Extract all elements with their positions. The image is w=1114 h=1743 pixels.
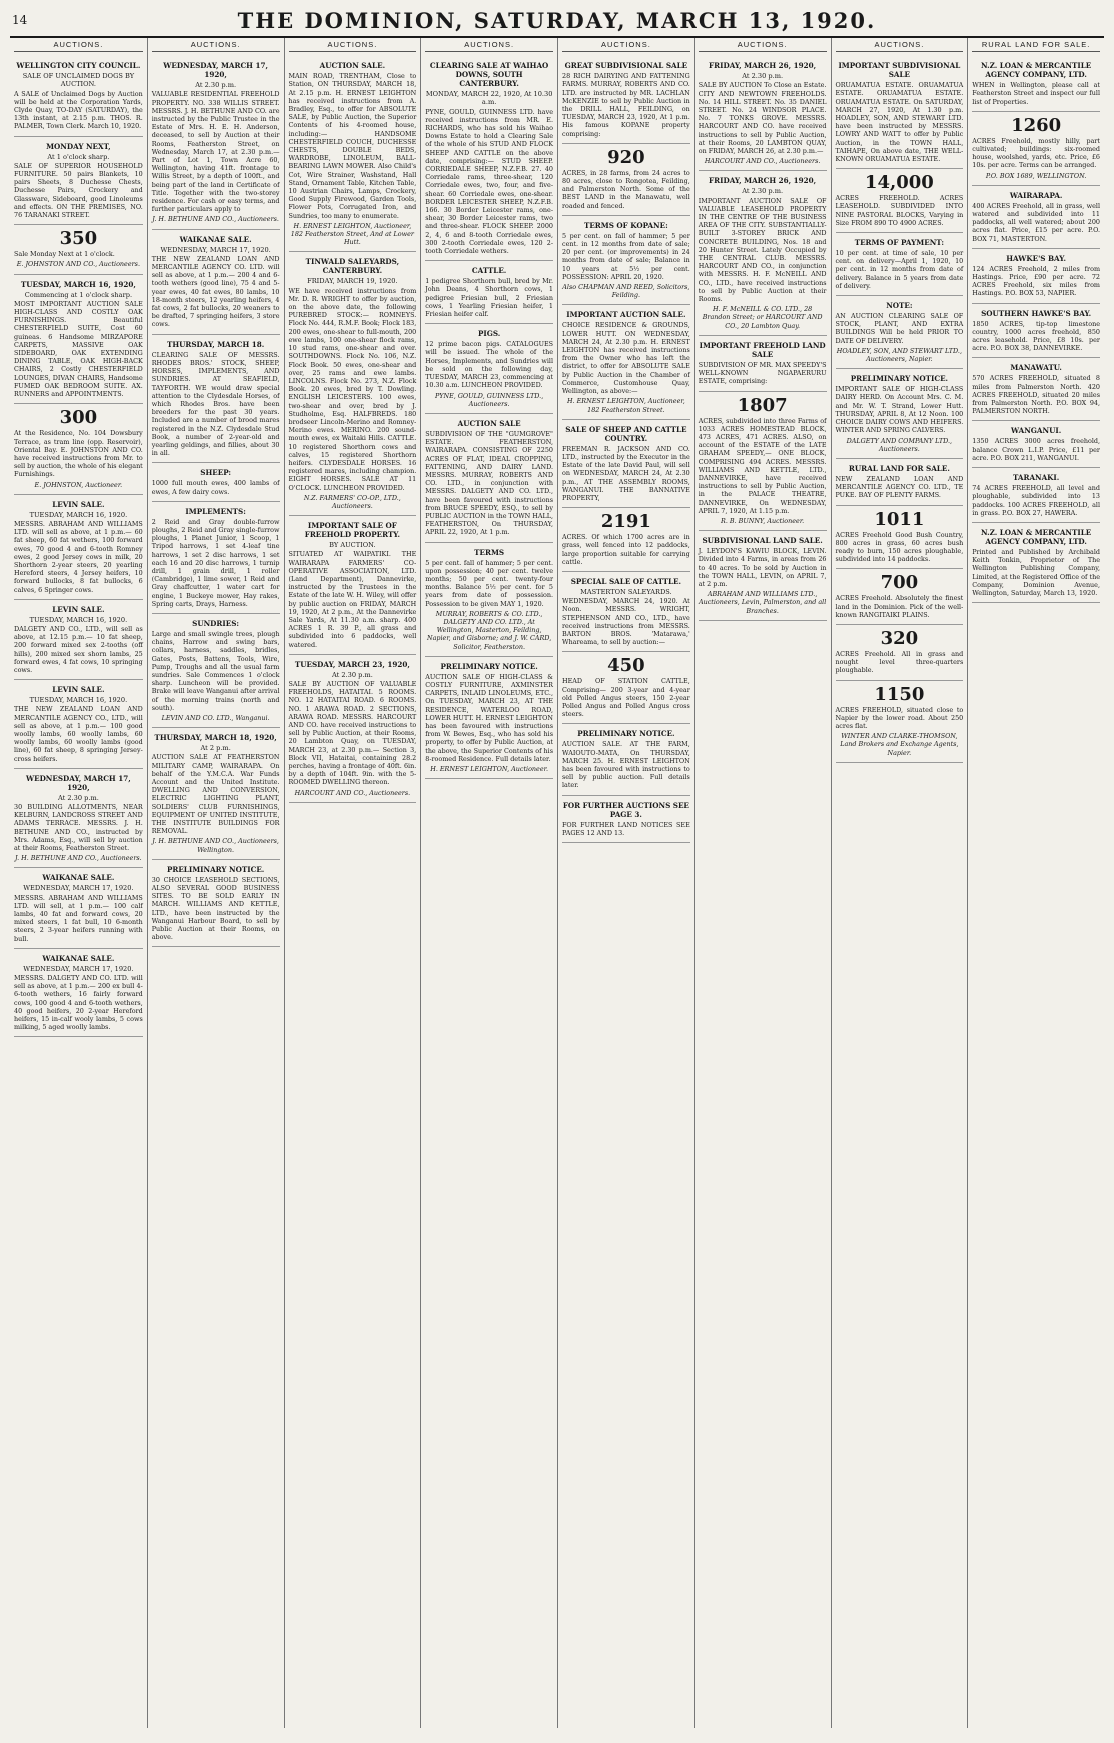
notice-body: MESSRS. DALGETY AND CO. LTD. will sell as above, at 1 p.m.— 200 ex bull 4-6-tooth wethers, 16 fairly forward cows, 100 good 4 and 6-tooth wethers, 40 good heifers, 20 2-year Hereford heifers, 15 in-calf wooly lambs, 5 cows milking, 5 aged woolly lambs. xyxy=(14,974,143,1032)
notice-body: 2 Reid and Gray double-furrow ploughs, 2 Reid and Gray single-furrow ploughs, 1 Planet Junior, 1 Scoop, 1 Tripod harrows, 1 set 4-leaf tine harrows, 1 set 2 disc harrows, 1 set each 16 and 20 disc harrows, 1 turnip drill, 1 grain drill, 1 roller (Cambridge), 1 lime sower, 1 Reid and Gray chaffcutter, 1 water cart for engine, 1 Buckeye mower, Hay rakes, Spring carts, Drays, Harness. xyxy=(151,517,280,608)
advertisement-notice xyxy=(972,56,1100,112)
notice-body: ACRES FREEHOLD, situated close to Napier by the lower road. About 250 acres flat. xyxy=(835,705,964,730)
notice-subheading: MASTERTON SALEYARDS. xyxy=(580,587,672,596)
advertisement-notice xyxy=(562,724,690,795)
advertisement-notice xyxy=(152,614,280,728)
column-heading: AUCTIONS. xyxy=(152,41,280,52)
advertisement-notice xyxy=(425,324,553,414)
notice-body: AUCTION SALE. AT THE FARM, WAIOUTO-MATA, On THURSDAY, MARCH 25. H. ERNEST LEIGHTON has been favoured with instructions to sell by public auction. Full details later. xyxy=(562,740,690,790)
notice-body: DALGETY AND CO., LTD., will sell as above, at 12.15 p.m.— 10 fat sheep, 200 forward mixed sex 2-tooths (off hills), 200 mixed sex shorn lambs, 25 forward ewes, 4 fat cows, 10 springing cows. xyxy=(14,624,143,674)
advertisement-notice xyxy=(562,305,690,419)
advertisement-notice xyxy=(699,336,827,392)
notice-body: WHEN in Wellington, please call at Featherston Street and inspect our full list of Properties. xyxy=(972,81,1100,106)
notice-subheading: WEDNESDAY, MARCH 17, 1920. xyxy=(23,884,134,893)
notice-heading: IMPORTANT AUCTION SALE. xyxy=(566,310,686,320)
notice-body: 28 RICH DAIRYING AND FATTENING FARMS. MURRAY, ROBERTS AND CO. LTD. are instructed by MR. LACHLAN McKENZIE to sell by Public Auction in the DRILL HALL, FEILDING, on TUESDAY, MARCH 23, 1920, At 1 p.m. His famous KOPANE property comprising: xyxy=(562,72,690,138)
advertisement-notice xyxy=(14,404,143,494)
page-number: 14 xyxy=(12,13,28,27)
advertisement-notice xyxy=(836,681,964,763)
notice-auctioneer: ABRAHAM AND WILLIAMS LTD., Auctioneers, Levin, Palmerston, and all Branches. xyxy=(698,590,827,615)
notice-auctioneer: LEVIN AND CO. LTD., Wanganui. xyxy=(161,714,270,722)
notice-body: SITUATED AT WAIPATIKI. THE WAIRARAPA FARMERS' CO-OPERATIVE ASSOCIATION, LTD. (Land Department), Dannevirke, instructed by the Trustees in the Estate of the late W. H. Wiley, will offer by public auction on FRIDAY, MARCH 19, 1920, At 2 p.m., At the Dannevirke Sale Yards, At 11.30 a.m. sharp. 400 ACRES 1 R. 39 P., all grass and subdivided into 6 paddocks, well watered. xyxy=(288,550,417,649)
notice-heading: THURSDAY, MARCH 18. xyxy=(166,339,265,349)
notice-body: ACRES Freehold. All in grass and nought level three-quarters ploughable. xyxy=(835,649,964,675)
notice-heading: PRELIMINARY NOTICE. xyxy=(577,729,675,739)
columns-container xyxy=(10,38,1104,1728)
notice-auctioneer: E. JOHNSTON, Auctioneer. xyxy=(34,480,123,489)
notice-heading: THURSDAY, MARCH 18, 1920, xyxy=(154,733,277,743)
notice-auctioneer: HARCOURT AND CO., Auctioneers. xyxy=(704,157,821,166)
advertisement-notice xyxy=(152,56,280,229)
notice-body: ACRES. Of which 1700 acres are in grass, well fenced into 12 paddocks, large proportion suitable for carrying cattle. xyxy=(562,533,690,566)
advertisement-notice xyxy=(836,569,964,625)
notice-body: 124 ACRES Freehold, 2 miles from Hastings. Price, £90 per acre. 72 ACRES Freehold, six miles from Hastings. P.O. BOX 53, NAPIER. xyxy=(972,264,1100,298)
advertisement-notice xyxy=(14,600,143,680)
advertisement-notice xyxy=(425,414,553,543)
notice-heading: AUCTION SALE xyxy=(457,418,521,428)
notice-body: 30 BUILDING ALLOTMENTS, NEAR KELBURN, LANDCROSS STREET AND ADAMS TERRACE. MESSRS. J. H. BETHUNE AND CO., instructed by Mrs. Adams, Esq., will sell by auction at their Rooms, Featherston Street. xyxy=(14,803,143,853)
notice-heading: WELLINGTON CITY COUNCIL. xyxy=(16,61,141,71)
notice-subheading: BY AUCTION. xyxy=(329,541,376,550)
notice-heading: TERMS xyxy=(474,547,505,557)
notice-body: PYNE, GOULD, GUINNESS LTD. have received instructions from MR. E. RICHARDS, who has sold his Waihao Downs Estate to hold a Clearing Sale of the whole of his STUD AND FLOCK SHEEP AND CATTLE on the above date, comprising:— STUD SHEEP. CORRIEDALE SHEEP, N.Z.F.B. 27. 40 Corriedale rams, three-shear, 120 Corriedale ewes, two, four, and five-shear. 60 Corriedale ewes, one-shear. BORDER LEICESTER SHEEP, N.Z.F.B. 166. 30 Border Leicester rams, one-shear, 30 Border Leicester rams, two and three-shear. FLOCK SHEEP. 2000 2, 4, 6 and 8-tooth Corriedale ewes, 300 2-tooth Corriedale ewes, 120 2-tooth Corriedale wethers. xyxy=(425,107,553,256)
column-8 xyxy=(967,38,1104,1728)
notice-body: IMPORTANT SALE OF HIGH-CLASS DAIRY HERD. On Account Mrs. C. M. and Mr. W. T. Strand, Lower Hutt. THURSDAY, APRIL 8, At 12 Noon. 100 CHOICE DAIRY COWS AND HEIFERS. WINTER AND SPRING CALVERS. xyxy=(835,385,964,435)
column-1 xyxy=(10,38,147,1728)
advertisement-notice xyxy=(14,769,143,869)
column-heading: AUCTIONS. xyxy=(699,41,827,52)
column-heading: AUCTIONS. xyxy=(836,41,964,52)
notice-body: J. LEYDON'S KAWIU BLOCK, LEVIN. Divided into 4 Farms, in areas from 26 to 40 acres. To be sold by Auction in the TOWN HALL, LEVIN, on APRIL 7, at 2 p.m. xyxy=(698,547,827,588)
notice-body: ACRES Freehold. Absolutely the finest land in the Dominion. Pick of the well-known RANGITAIKI PLAINS. xyxy=(835,594,964,619)
masthead xyxy=(10,4,1104,38)
notice-heading: PRELIMINARY NOTICE. xyxy=(440,661,538,671)
notice-body: NEW ZEALAND LOAN AND MERCANTILE AGENCY CO. LTD., TE PUKE. BAY OF PLENTY FARMS. xyxy=(835,474,964,500)
notice-body: 30 CHOICE LEASEHOLD SECTIONS, ALSO SEVERAL GOOD BUSINESS SITES. TO BE SOLD EARLY IN MARCH. WILLIAMS AND KETTLE, LTD., have been instructed by the Wanganui Harbour Board, to sell by Public Auction at their Rooms, on above. xyxy=(151,875,280,942)
advertisement-notice xyxy=(289,56,417,252)
notice-heading: AUCTION SALE. xyxy=(319,61,386,71)
notice-heading: IMPLEMENTS: xyxy=(185,506,246,516)
notice-body: ACRES, in 28 farms, from 24 acres to 80 acres, close to Rongotea, Feilding, and Palmerston North. Some of the BEST LAND in the Manawatu, well roaded and fenced. xyxy=(562,168,690,210)
notice-auctioneer: J. H. BETHUNE AND CO., Auctioneers. xyxy=(15,854,142,863)
advertisement-notice xyxy=(836,459,964,506)
notice-body: 5 per cent. on fall of hammer; 5 per cent. in 12 months from date of sale; 20 per cent. (or improvements) in 24 months from date of sale; Balance in 10 years at 5½ per cent. POSSESSION: APRIL 20, 1920. xyxy=(562,231,690,281)
notice-heading: SPECIAL SALE OF CATTLE. xyxy=(570,576,682,586)
notice-body: IMPORTANT AUCTION SALE OF VALUABLE LEASEHOLD PROPERTY IN THE CENTRE OF THE BUSINESS AREA OF THE CITY. SUBSTANTIALLY-BUILT 3-STOREY BRICK AND CONCRETE BUILDING, Nos. 18 and 20 Hunter Street. Lately Occupied by THE CENTRAL CLUB. MESSRS. HARCOURT AND CO., in conjunction with MESSRS. H. F. McNEILL AND CO., LTD., have received instructions to sell by Public Auction at their Rooms. xyxy=(698,196,827,304)
notice-auctioneer: HARCOURT AND CO., Auctioneers. xyxy=(294,788,411,797)
notice-body: ACRES Freehold, mostly hilly, part cultivated; buildings: six-roomed house, woolshed, yards, etc. Price, £6 10s. per acre. Terms can be arranged. xyxy=(972,136,1100,170)
notice-figure: 1150 xyxy=(874,683,925,705)
notice-body: 74 ACRES FREEHOLD, all level and ploughable, subdivided into 13 paddocks. 100 ACRES FREEHOLD, all in grass. P.O. BOX 27, HAWERA. xyxy=(972,484,1100,517)
advertisement-notice xyxy=(972,358,1100,421)
advertisement-notice xyxy=(425,261,553,324)
notice-auctioneer: MURRAY, ROBERTS & CO. LTD., DALGETY AND CO. LTD., At Wellington, Masterton, Feilding, Napier, and Gisborne; and J. W. CARD, Solicitor, Featherston. xyxy=(427,609,552,651)
notice-heading: SUNDRIES: xyxy=(192,618,240,628)
notice-heading: N.Z. LOAN & MERCANTILE AGENCY COMPANY, LTD. xyxy=(981,527,1092,546)
notice-body: WEDNESDAY, MARCH 24, 1920. At Noon. MESSRS. WRIGHT, STEPHENSON AND CO., LTD., have received instructions from MESSRS. BARTON BROS. 'Matarawa,' Whareama, to sell by auction:— xyxy=(562,597,690,647)
notice-heading: HAWKE'S BAY. xyxy=(1006,253,1066,263)
advertisement-notice xyxy=(562,652,690,724)
notice-heading: PIGS. xyxy=(477,329,501,339)
advertisement-notice xyxy=(562,796,690,843)
notice-figure: 1807 xyxy=(737,394,788,416)
notice-auctioneer: J. H. BETHUNE AND CO., Auctioneers. xyxy=(152,215,279,224)
advertisement-notice xyxy=(14,495,143,600)
notice-heading: WEDNESDAY, MARCH 17, 1920, xyxy=(163,61,268,80)
notice-auctioneer: N.Z. FARMERS' CO-OP., LTD., Auctioneers. xyxy=(303,493,401,510)
notice-body: 1350 ACRES 3000 acres freehold, balance Crown L.I.P. Price, £11 per acre. P.O. BOX 211, WANGANUI. xyxy=(972,437,1100,462)
advertisement-notice xyxy=(152,728,280,860)
notice-body: ACRES, subdivided into three Farms of 1033 ACRES HOMESTEAD BLOCK, 473 ACRES, 471 ACRES. ALSO, on account of the ESTATE of the LATE GRAHAM SPEEDY,— ONE BLOCK, COMPRISING 494 ACRES. MESSRS. WILLIAMS AND KETTLE, LTD., DANNEVIRKE, have received instructions to sell by Public Auction, in the PALACE THEATRE, DANNEVIRKE, On WEDNESDAY, APRIL 7, 1920, At 1.15 p.m. xyxy=(698,416,827,515)
notice-body: FREEMAN R. JACKSON AND CO. LTD., instructed by the Executor in the Estate of the late David Paul, will sell on WEDNESDAY, MARCH 24, At 2.30 p.m., AT THE ASSEMBLY ROOMS, WANGANUI. THE BANNATIVE PROPERTY, xyxy=(562,444,690,502)
notice-heading: SHEEP: xyxy=(200,468,231,478)
notice-auctioneer: J. H. BETHUNE AND CO., Auctioneers, Wellington. xyxy=(152,837,279,854)
notice-heading: N.Z. LOAN & MERCANTILE AGENCY COMPANY, LTD. xyxy=(981,61,1092,80)
notice-figure: 320 xyxy=(880,627,919,649)
column-4 xyxy=(420,38,557,1728)
advertisement-notice xyxy=(152,230,280,335)
notice-body: HEAD OF STATION CATTLE, Comprising— 200 3-year and 4-year old Polled Angus steers, 150 2-year Polled Angus and Polled Angus cross steers. xyxy=(562,677,690,719)
advertisement-notice xyxy=(836,369,964,459)
notice-heading: LEVIN SALE. xyxy=(52,685,105,695)
notice-body: VALUABLE RESIDENTIAL FREEHOLD PROPERTY. NO. 338 WILLIS STREET. MESSRS. J. H. BETHUNE AND CO. are instructed by the Public Trustee in the Estate of Mrs. H. E. H. Anderson, deceased, to sell by Auction at their Rooms, Featherston Street, on Wednesday, March 17, at 2.30 p.m.— Part of Lot 1, Town Acre 60, Wellington, having 41ft. frontage to Willis Street, by a depth of 100ft., and being part of the land in Certificate of Title. Together with the two-storey residence. For cash or easy terms, and further particulars apply to xyxy=(151,90,280,214)
notice-subheading: WEDNESDAY, MARCH 17, 1920. xyxy=(160,245,271,254)
notice-subheading: Commencing at 1 o'clock sharp. xyxy=(24,290,133,299)
notice-figure: 2191 xyxy=(600,511,651,533)
advertisement-notice xyxy=(152,502,280,614)
notice-subheading: At 2.30 p.m. xyxy=(195,81,237,90)
advertisement-notice xyxy=(699,531,827,621)
notice-body: A SALE of Unclaimed Dogs by Auction will be held at the Corporation Yards, Clyde Quay, TO-DAY (SATURDAY), the 13th instant, at 2.15 p.m. THOS. R. PALMER, Town Clerk. March 10, 1920. xyxy=(14,89,143,131)
notice-body: 1000 full mouth ewes, 400 lambs of ewes, A few dairy cows. xyxy=(151,479,280,496)
notice-subheading: At 2.30 p.m. xyxy=(57,793,99,802)
notice-figure: 450 xyxy=(607,655,645,677)
advertisement-notice xyxy=(14,949,143,1038)
advertisement-notice xyxy=(425,657,553,779)
advertisement-notice xyxy=(972,523,1100,603)
notice-auctioneer: PYNE, GOULD, GUINNESS LTD., Auctioneers. xyxy=(434,391,544,408)
notice-body: AUCTION SALE OF HIGH-CLASS & COSTLY FURNITURE, AXMINSTER CARPETS, INLAID LINOLEUMS, ETC., On TUESDAY, MARCH 23, AT THE RESIDENCE, WATERLOO ROAD, LOWER HUTT. H. ERNEST LEIGHTON has been favoured with instructions from W. Bewes, Esq., who has sold his property, to offer by Public Auction, at the above, the Superior Contents of his 8-roomed Residence. Full details later. xyxy=(425,672,553,763)
advertisement-notice xyxy=(699,56,827,171)
column-heading: AUCTIONS. xyxy=(289,41,417,52)
advertisement-notice xyxy=(152,860,280,948)
column-3 xyxy=(284,38,421,1728)
notice-auctioneer: Also CHAPMAN AND REED, Solicitors, Feilding. xyxy=(562,283,690,300)
column-heading: AUCTIONS. xyxy=(562,41,690,52)
notice-heading: IMPORTANT SALE OF FREEHOLD PROPERTY. xyxy=(304,521,401,540)
notice-heading: SOUTHERN HAWKE'S BAY. xyxy=(981,308,1092,318)
notice-figure: 1011 xyxy=(874,508,925,530)
advertisement-notice xyxy=(699,171,827,335)
notice-subheading: FRIDAY, MARCH 19, 1920. xyxy=(307,277,398,286)
notice-heading: TINWALD SALEYARDS, CANTERBURY. xyxy=(305,257,400,276)
notice-body: 400 ACRES Freehold, all in grass, well watered and subdivided into 11 paddocks, all well watered; about 200 acres flat. Price, £15 per acre. P.O. BOX 71, MASTERTON. xyxy=(972,201,1100,243)
notice-heading: LEVIN SALE. xyxy=(52,499,105,509)
notice-subheading: At 2.30 p.m. xyxy=(331,670,373,679)
notice-body: 10 per cent. at time of sale, 10 per cent. on delivery—April 1, 1920, 10 per cent. in 12 months from date of delivery. Balance in 5 years from date of delivery. xyxy=(835,249,964,290)
advertisement-notice xyxy=(562,56,690,144)
notice-subheading: TUESDAY, MARCH 16, 1920. xyxy=(29,615,128,624)
notice-heading: CATTLE. xyxy=(471,266,507,276)
notice-figure: 14,000 xyxy=(864,172,934,194)
notice-heading: PRELIMINARY NOTICE. xyxy=(850,374,949,384)
notice-body: At the Residence, No. 104 Dowsbury Terrace, as tram line (opp. Reservoir), Oriental Bay. E. JOHNSTON AND CO. have received instructions from Mr. to sell by auction, the whole of his elegant Furnishings. xyxy=(14,429,143,479)
notice-body: ACRES Freehold Good Bush Country, 800 acres in grass, 60 acres bush ready to burn, 150 acres ploughable, subdivided into 14 paddocks. xyxy=(835,530,964,564)
notice-body: Large and small swingle trees, plough chains, Harrow and swing bars, collars, harness, saddles, bridles, Gates, Posts, Battens, Tools, Wire, Pump, Troughs and all the usual farm sundries. Sale Commences 1 o'clock sharp. Luncheon will be provided. Brake will leave Wanganui after arrival of the morning trains (north and south). xyxy=(151,629,280,712)
advertisement-notice xyxy=(972,186,1100,249)
notice-heading: WAIRARAPA. xyxy=(1009,190,1063,200)
notice-figure: 350 xyxy=(59,228,98,250)
column-heading: AUCTIONS. xyxy=(425,41,553,52)
notice-body: THE NEW ZEALAND LOAN AND MERCANTILE AGENCY CO., LTD., will sell as above, at 1 p.m.— 100 good woolly lambs, 60 woolly lambs, 60 woolly lambs, 60 woolly lambs (good line), 60 fat sheep, 8 springing Jersey-cross heifers. xyxy=(14,705,143,763)
notice-body: SALE BY AUCTION OF VALUABLE FREEHOLDS, HATAITAI. 5 ROOMS. NO. 12 HATAITAI ROAD. 6 ROOMS. NO. 1 ARAWA ROAD. 2 SECTIONS, ARAWA ROAD. MESSRS. HARCOURT AND CO. have received instructions to sell by Public Auction, at their Rooms, 20 Lambton Quay, on TUESDAY, MARCH 23, at 2.30 p.m.— Section 3, Block VII, Hataitai, containing 28.2 perches, having a frontage of 40ft. 6in. by a depth of 104ft. 9in. with the 5-ROOMED DWELLING thereon. xyxy=(288,680,417,787)
notice-heading: TUESDAY, MARCH 16, 1920, xyxy=(20,279,136,289)
notice-heading: MANAWATU. xyxy=(1010,363,1062,373)
notice-heading: SUBDIVISIONAL LAND SALE. xyxy=(702,536,823,546)
notice-heading: RURAL LAND FOR SALE. xyxy=(848,463,950,473)
notice-body: AUCTION SALE AT FEATHERSTON MILITARY CAMP, WAIRARAPA. On behalf of the Y.M.C.A. War Funds Account and the United Institute. DWELLING AND CONVERSION, ELECTRIC LIGHTING PLANT, SOLDIERS' CLUB FURNISHINGS, EQUIPMENT OF UNITED INSTITUTE, THE INSTITUTE BUILDINGS FOR REMOVAL. xyxy=(151,753,280,836)
notice-subheading: SALE OF UNCLAIMED DOGS BY AUCTION. xyxy=(22,72,135,89)
advertisement-notice xyxy=(972,468,1100,523)
advertisement-notice xyxy=(972,421,1100,468)
advertisement-notice xyxy=(562,420,690,508)
advertisement-notice xyxy=(562,216,690,306)
notice-auctioneer: DALGETY AND COMPANY LTD., Auctioneers. xyxy=(846,436,953,453)
column-6 xyxy=(694,38,831,1728)
notice-heading: SALE OF SHEEP AND CATTLE COUNTRY. xyxy=(565,424,687,443)
notice-heading: LEVIN SALE. xyxy=(52,604,105,614)
notice-subheading: At 2 p.m. xyxy=(200,744,231,753)
notice-heading: PRELIMINARY NOTICE. xyxy=(166,864,265,874)
advertisement-notice xyxy=(14,275,143,405)
notice-body: MESSRS. ABRAHAM AND WILLIAMS LTD. will sell as above, at 1 p.m.— 60 fat sheep, 60 fat wethers, 100 forward ewes, 70 good 4 and 6-tooth Romney ewes, 2 good Jersey cows in milk, 20 Shorthorn 2-year steers, 20 yearling Hereford steers, 4 Jersey heifers, 10 forward bullocks, 8 fat bullocks, 6 calves, 6 Springer cows. xyxy=(14,519,143,594)
notice-body: AN AUCTION CLEARING SALE OF STOCK, PLANT, AND EXTRA BUILDINGS Will be held PRIOR TO DATE OF DELIVERY. xyxy=(835,312,964,345)
notice-body: 1 pedigree Shorthorn bull, bred by Mr. John Deans, 4 Shorthorn cows, 1 pedigree Friesian bull, 2 Friesian cows, 1 Yearling Friesian heifer, 1 Friesian heifer calf. xyxy=(425,277,553,319)
notice-heading: WANGANUI. xyxy=(1011,426,1062,436)
notice-auctioneer: HOADLEY, SON, AND STEWART LTD., Auctioneers, Napier. xyxy=(836,346,962,364)
advertisement-notice xyxy=(836,56,964,169)
column-2 xyxy=(147,38,284,1728)
notice-heading: MONDAY NEXT, xyxy=(46,141,111,151)
notice-subheading: At 2.30 p.m. xyxy=(742,72,784,81)
notice-body: MOST IMPORTANT AUCTION SALE HIGH-CLASS AND COSTLY OAK FURNISHINGS. Beautiful CHESTERFIELD SUITE, Cost 60 guineas. 6 Handsome MIRZAPORE CARPETS, MASSIVE OAK SIDEBOARD, OAK EXTENDING DINING TABLE, OAK HIGH-BACK CHAIRS, 2 Costly CHESTERFIELD LOUNGES, DIVAN CHAIRS, Handsome FUMED OAK BEDROOM SUITE. AX. RUNNERS and APPOINTMENTS. xyxy=(14,299,143,399)
newspaper-page xyxy=(10,4,1104,1733)
advertisement-notice xyxy=(836,506,964,570)
advertisement-notice xyxy=(836,625,964,681)
notice-heading: WAIKANAE SALE. xyxy=(179,234,252,244)
column-heading: RURAL LAND FOR SALE. xyxy=(972,41,1100,52)
notice-subheading: MONDAY, MARCH 22, 1920, At 10.30 a.m. xyxy=(425,90,553,107)
notice-body: ACRES FREEHOLD. ACRES LEASEHOLD. SUBDIVIDED INTO NINE PASTORAL BLOCKS, Varying in Size FROM 890 TO 4900 ACRES. xyxy=(835,194,964,227)
notice-heading: WAIKANAE SALE. xyxy=(42,873,115,883)
notice-figure: 300 xyxy=(59,407,98,429)
notice-body: SUBDIVISION OF THE "GUMGROVE" ESTATE. FEATHERSTON, WAIRARAPA. CONSISTING OF 2250 ACRES OF FLAT, IDEAL CROPPING, FATTENING, AND DAIRY LAND. MESSRS. MURRAY, ROBERTS AND CO. LTD., in conjunction with MESSRS. DALGETY AND CO. LTD., have been favoured with instructions from BRUCE SPEEDY, ESQ., to sell by PUBLIC AUCTION in the TOWN HALL, FEATHERSTON, On THURSDAY, APRIL 22, 1920, At 1 p.m. xyxy=(425,429,553,537)
notice-heading: TERMS OF KOPANE: xyxy=(583,220,668,230)
advertisement-notice xyxy=(972,249,1100,304)
advertisement-notice xyxy=(699,392,827,532)
notice-body: MAIN ROAD, TRENTHAM, Close to Station, ON THURSDAY, MARCH 18, At 2.15 p.m. H. ERNEST LEIGHTON has received instructions from A. Bradley, Esq., to offer for ABSOLUTE SALE, by Public Auction, the Superior Contents of his 4-roomed house, including:— HANDSOME CHESTERFIELD COUCH, DUCHESSE CHESTS, DOUBLE BEDS, WARDROBE, LINOLEUM, BALL-BEARING LAWN MOWER. Also Child's Cot, Wire Strainer, Washstand, Hall Stand, Ornament Table, Kitchen Table, 10 Austrian Chairs, Lamps, Crockery, Good Supply Firewood, Garden Tools, Flower Pots, Corrugated Iron, and Sundries, too many to enumerate. xyxy=(288,72,417,220)
column-7 xyxy=(831,38,968,1728)
notice-auctioneer: R. B. BUNNY, Auctioneer. xyxy=(721,516,805,525)
advertisement-notice xyxy=(425,56,553,261)
advertisement-notice xyxy=(836,296,964,369)
notice-body: 5 per cent. fall of hammer; 5 per cent. upon possession; 40 per cent. twelve months; 50 per cent. twenty-four months. Balance 5½ per cent. for 5 years from date of possession. Possession to be given MAY 1, 1920. xyxy=(425,558,553,608)
notice-heading: WAIKANAE SALE. xyxy=(42,953,115,963)
notice-body: ORUAMATUA ESTATE. ORUAMATUA ESTATE. ORUAMATUA ESTATE. ORUAMATUA ESTATE. On SATURDAY, MARCH 27, 1920, At 1.30 p.m. HOADLEY, SON, AND STEWART LTD. have been instructed by MESSRS. LOWRY AND WATT to offer by Public Auction, in the TOWN HALL, TAIHAPE, On above date, THE WELL-KNOWN ORUAMATUA ESTATE. xyxy=(835,81,964,164)
notice-subheading: At 1 o'clock sharp. xyxy=(47,152,110,161)
notice-body: Sale Monday Next at 1 o'clock. xyxy=(14,250,115,259)
notice-auctioneer: E. JOHNSTON AND CO., Auctioneers. xyxy=(16,260,140,269)
notice-subheading: TUESDAY, MARCH 16, 1920. xyxy=(29,696,128,705)
advertisement-notice xyxy=(14,225,143,274)
notice-body: MESSRS. ABRAHAM AND WILLIAMS LTD. will sell, at 1 p.m.— 100 calf lambs, 40 fat and forward cows, 20 mixed steers, 1 fat bull, 10 6-month steers, 2 3-year heifers running with bull. xyxy=(14,893,143,943)
advertisement-notice xyxy=(289,655,417,803)
advertisement-notice xyxy=(836,233,964,296)
advertisement-notice xyxy=(14,56,143,136)
notice-heading: NOTE: xyxy=(886,301,913,311)
advertisement-notice xyxy=(289,516,417,655)
advertisement-notice xyxy=(972,112,1100,186)
notice-body: 12 prime bacon pigs. CATALOGUES will be issued. The whole of the Horses, Implements, and Sundries will be sold on the following day, TUESDAY, MARCH 23, commencing at 10.30 a.m. LUNCHEON PROVIDED. xyxy=(425,340,553,390)
notice-heading: TERMS OF PAYMENT: xyxy=(854,238,945,248)
page-title: THE DOMINION, SATURDAY, MARCH 13, 1920. xyxy=(237,7,877,33)
notice-heading: IMPORTANT SUBDIVISIONAL SALE xyxy=(838,61,961,80)
notice-auctioneer: P.O. BOX 1689, WELLINGTON. xyxy=(985,171,1087,180)
notice-body: THE NEW ZEALAND LOAN AND MERCANTILE AGENCY CO. LTD. will sell as above, at 1 p.m.— 200 4 and 6-tooth wethers (good line), 75 4 and 5-year ewes, 40 fat ewes, 80 lambs, 10 18-month steers, 12 yearling heifers, 4 fat cows, 2 fat bullocks, 20 weaners to be drafted, 7 springing heifers, 3 store cows. xyxy=(151,254,280,329)
advertisement-notice xyxy=(14,137,143,226)
advertisement-notice xyxy=(836,169,964,233)
advertisement-notice xyxy=(14,680,143,769)
notice-body: CHOICE RESIDENCE & GROUNDS, LOWER HUTT. ON WEDNESDAY, MARCH 24, At 2.30 p.m. H. ERNEST LEIGHTON has received instructions from the Owner who has left the district, to offer for ABSOLUTE SALE by Public Auction in the Chamber of Commerce, Customhouse Quay, Wellington, as above:— xyxy=(562,321,690,396)
notice-heading: FOR FURTHER AUCTIONS SEE PAGE 3. xyxy=(562,800,689,819)
advertisement-notice xyxy=(152,463,280,501)
notice-body: 1850 ACRES, tip-top limestone country, 1000 acres freehold, 850 acres leasehold. Price, £8 10s. per acre. P.O. BOX 38, DANNEVIRKE. xyxy=(972,319,1100,353)
notice-auctioneer: WINTER AND CLARKE-THOMSON, Land Brokers and Exchange Agents, Napier. xyxy=(840,732,959,757)
advertisement-notice xyxy=(562,508,690,572)
notice-heading: CLEARING SALE AT WAIHAO DOWNS, SOUTH CANTERBURY. xyxy=(429,61,549,89)
notice-auctioneer: H. ERNEST LEIGHTON, Auctioneer, 182 Featherston Street. xyxy=(567,397,685,414)
notice-heading: IMPORTANT FREEHOLD LAND SALE xyxy=(699,340,826,359)
advertisement-notice xyxy=(289,252,417,516)
advertisement-notice xyxy=(152,335,280,464)
advertisement-notice xyxy=(562,572,690,652)
notice-heading: FRIDAY, MARCH 26, 1920, xyxy=(709,176,817,186)
notice-subheading: At 2.30 p.m. xyxy=(742,187,784,196)
notice-body: CLEARING SALE OF MESSRS. RHODES BROS.' STOCK, SHEEP, HORSES, IMPLEMENTS, AND SUNDRIES. AT SEAFIELD, TAYFORTH. WE would draw special attention to the Clydesdale Horses, of which Rhodes Bros. have been breeders for the past 30 years. Included are a number of brood mares registered in the N.Z. Clydesdale Stud Book, a number of 2-year-old and yearling geldings, and fillies, about 30 in all. xyxy=(151,350,280,458)
notice-heading: WEDNESDAY, MARCH 17, 1920, xyxy=(26,773,131,792)
column-5 xyxy=(557,38,694,1728)
column-heading: AUCTIONS. xyxy=(14,41,143,52)
notice-body: SALE BY AUCTION To Close an Estate. CITY AND NEWTOWN FREEHOLDS. No. 14 HILL STREET. No. 35 DANIEL STREET. No. 24 WINDSOR PLACE. No. 7 TONKS GROVE. MESSRS. HARCOURT AND CO. have received instructions to sell by Public Auction, at their Rooms, 20 LAMBTON QUAY, on FRIDAY, MARCH 26, at 2.30 p.m.— xyxy=(698,81,827,156)
notice-heading: GREAT SUBDIVISIONAL SALE xyxy=(564,61,688,71)
notice-subheading: TUESDAY, MARCH 16, 1920. xyxy=(29,510,128,519)
advertisement-notice xyxy=(425,543,553,657)
notice-figure: 700 xyxy=(880,572,919,594)
advertisement-notice xyxy=(562,144,690,216)
notice-heading: FRIDAY, MARCH 26, 1920, xyxy=(709,61,817,71)
notice-body: WE have received instructions from Mr. D. R. WRIGHT to offer by auction, on the above date, the following PUREBRED STOCK:— ROMNEYS. Flock No. 444, R.M.F. Book; Flock 183, 200 ewes, one-shear to full-mouth, 200 ewe lambs, 100 one-shear flock rams, 10 stud rams, one-shear and over. SOUTHDOWNS. Flock No. 106, N.Z. Flock Book. 50 ewes, one-shear and over, 25 rams and ewe lambs. LINCOLNS. Flock No. 273, N.Z. Flock Book. 20 ewes, bred by T. Dowling. ENGLISH LEICESTERS. 100 ewes, two-shear and over, bred by J. Studholme, Esq. HALFBREDS. 180 brodseer Lincoln-Merino and Romney-Merino ewes. MERINO. 200 sound-mouth ewes, ex Waitaki Hills. CATTLE. 10 registered Shorthorn cows and calves, 15 registered Shorthorn heifers. CLYDESDALE HORSES. 16 registered mares, including champion. EIGHT HORSES. SALE AT 11 O'CLOCK. LUNCHEON PROVIDED. xyxy=(288,286,417,492)
advertisement-notice xyxy=(14,868,143,948)
notice-auctioneer: H. ERNEST LEIGHTON, Auctioneer. xyxy=(430,765,548,774)
notice-auctioneer: H. ERNEST LEIGHTON, Auctioneer, 182 Featherston Street, And at Lower Hutt. xyxy=(290,221,414,247)
notice-body: SUBDIVISION OF MR. MAX SPEEDY'S WELL-KNOWN NGAPAERURU ESTATE, comprising: xyxy=(698,360,827,386)
notice-body: Printed and Published by Archibald Keith Tonkin, Proprietor of The Wellington Publishing Company, Limited, at the Registered Office of the Company, Dominion Avenue, Wellington, Saturday, March 13, 1920. xyxy=(972,547,1100,597)
notice-body: 570 ACRES FREEHOLD, situated 8 miles from Palmerston North. 420 ACRES FREEHOLD, situated 20 miles from Palmerston North. P.O. BOX 94, PALMERSTON NORTH. xyxy=(972,374,1100,416)
notice-heading: TUESDAY, MARCH 23, 1920, xyxy=(294,659,410,669)
notice-body: SALE OF SUPERIOR HOUSEHOLD FURNITURE. 50 pairs Blankets, 10 pairs Sheets, 8 Duchesse Chests, Duchesse Pairs, Crockery and Glassware, Sideboard, good Linoleums and effects. ON THE PREMISES, NO. 76 TARANAKI STREET. xyxy=(14,161,143,220)
notice-heading: TARANAKI. xyxy=(1012,473,1060,483)
advertisement-notice xyxy=(972,304,1100,359)
notice-figure: 1260 xyxy=(1011,114,1062,136)
notice-auctioneer: H. F. McNEILL & CO. LTD., 28 Brandon Street; or HARCOURT AND CO., 20 Lambton Quay. xyxy=(702,305,823,330)
notice-figure: 920 xyxy=(607,146,645,168)
notice-body: FOR FURTHER LAND NOTICES SEE PAGES 12 AND 13. xyxy=(562,820,690,837)
notice-subheading: WEDNESDAY, MARCH 17, 1920. xyxy=(23,964,134,973)
